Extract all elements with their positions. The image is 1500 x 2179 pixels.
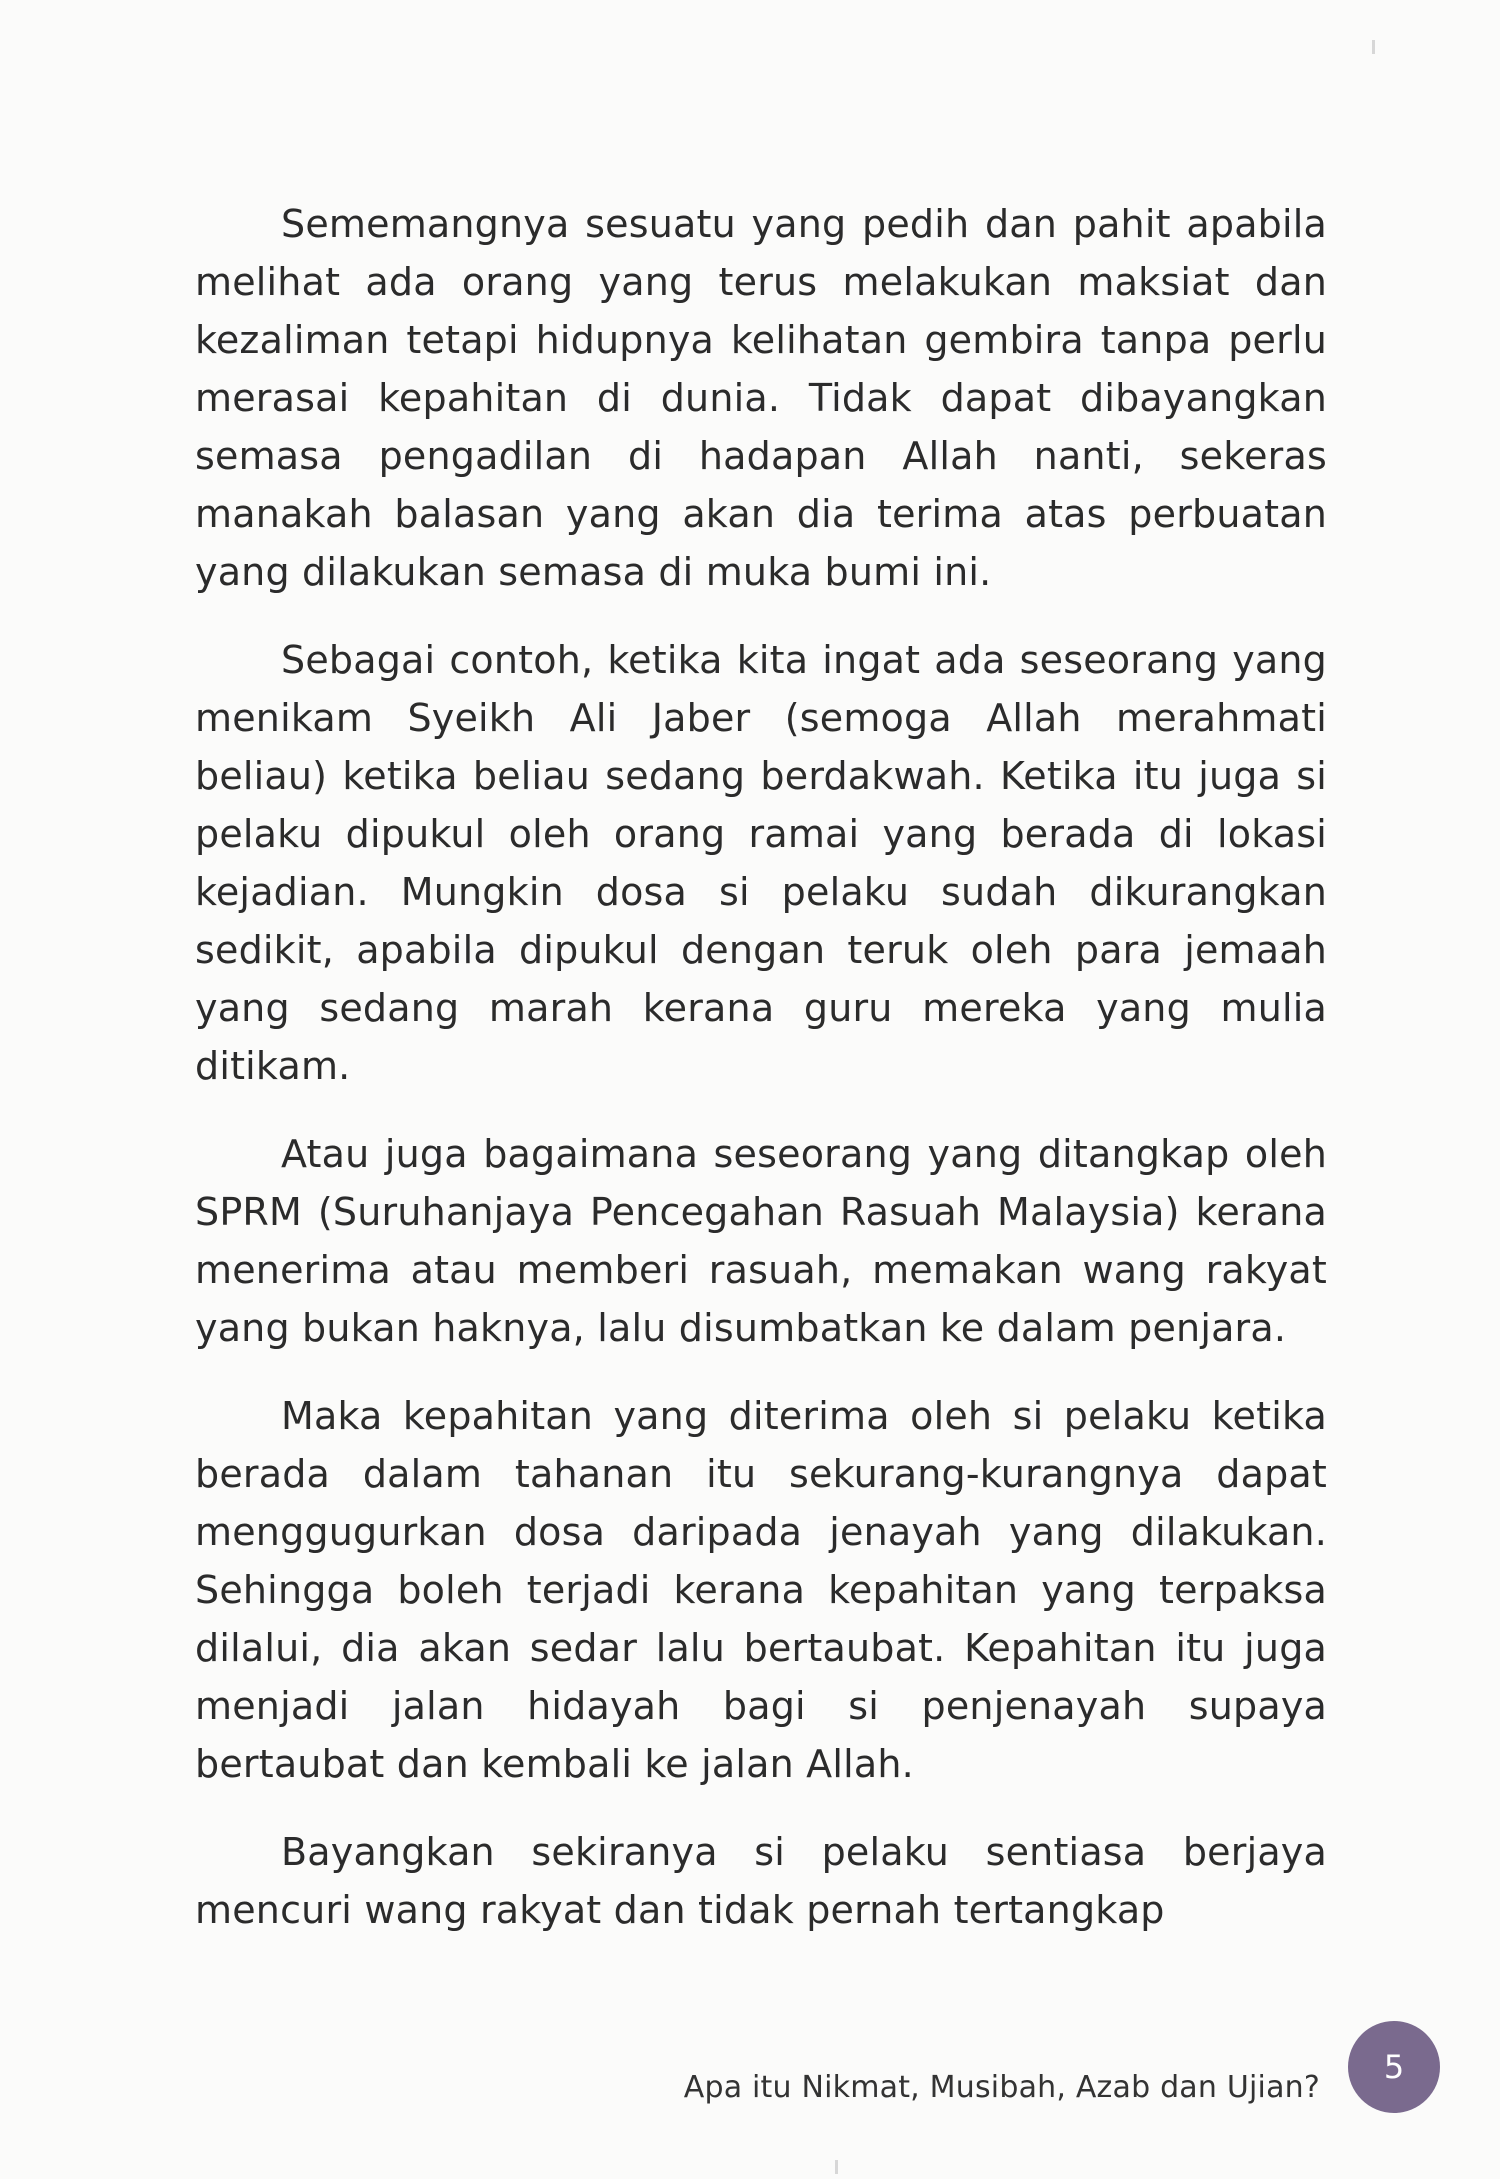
scan-mark <box>835 2160 838 2174</box>
paragraph-3: Atau juga bagaimana seseorang yang ditangkap oleh SPRM (Suruhanjaya Pencegahan Rasuah Malaysia) kerana menerima atau memberi rasuah, memakan wang rakyat yang bukan haknya, lalu disumbatkan ke dalam penjara. <box>195 1132 1327 1350</box>
body-text <box>195 195 1327 1969</box>
running-footer-title: Apa itu Nikmat, Musibah, Azab dan Ujian? <box>683 2070 1320 2105</box>
page-number-badge: 5 <box>1348 2021 1440 2113</box>
scan-mark <box>1372 40 1375 54</box>
paragraph-4: Maka kepahitan yang diterima oleh si pelaku ketika berada dalam tahanan itu sekurang-kurangnya dapat menggugurkan dosa daripada jenayah yang dilakukan. Sehingga boleh terjadi kerana kepahitan yang terpaksa dilalui, dia akan sedar lalu bertaubat. Kepahitan itu juga menjadi jalan hidayah bagi si penjenayah supaya bertaubat dan kembali ke jalan Allah. <box>195 1394 1327 1786</box>
paragraph-1: Sememangnya sesuatu yang pedih dan pahit apabila melihat ada orang yang terus melakukan maksiat dan kezaliman tetapi hidupnya kelihatan gembira tanpa perlu merasai kepahitan di dunia. Tidak dapat dibayangkan semasa pengadilan di hadapan Allah nanti, sekeras manakah balasan yang akan dia terima atas perbuatan yang dilakukan semasa di muka bumi ini. <box>195 202 1327 594</box>
paragraph-5: Bayangkan sekiranya si pelaku sentiasa berjaya mencuri wang rakyat dan tidak pernah tertangkap <box>195 1830 1327 1932</box>
paragraph-2: Sebagai contoh, ketika kita ingat ada seseorang yang menikam Syeikh Ali Jaber (semoga Allah merahmati beliau) ketika beliau sedang berdakwah. Ketika itu juga si pelaku dipukul oleh orang ramai yang berada di lokasi kejadian. Mungkin dosa si pelaku sudah dikurangkan sedikit, apabila dipukul dengan teruk oleh para jemaah yang sedang marah kerana guru mereka yang mulia ditikam. <box>195 638 1327 1088</box>
